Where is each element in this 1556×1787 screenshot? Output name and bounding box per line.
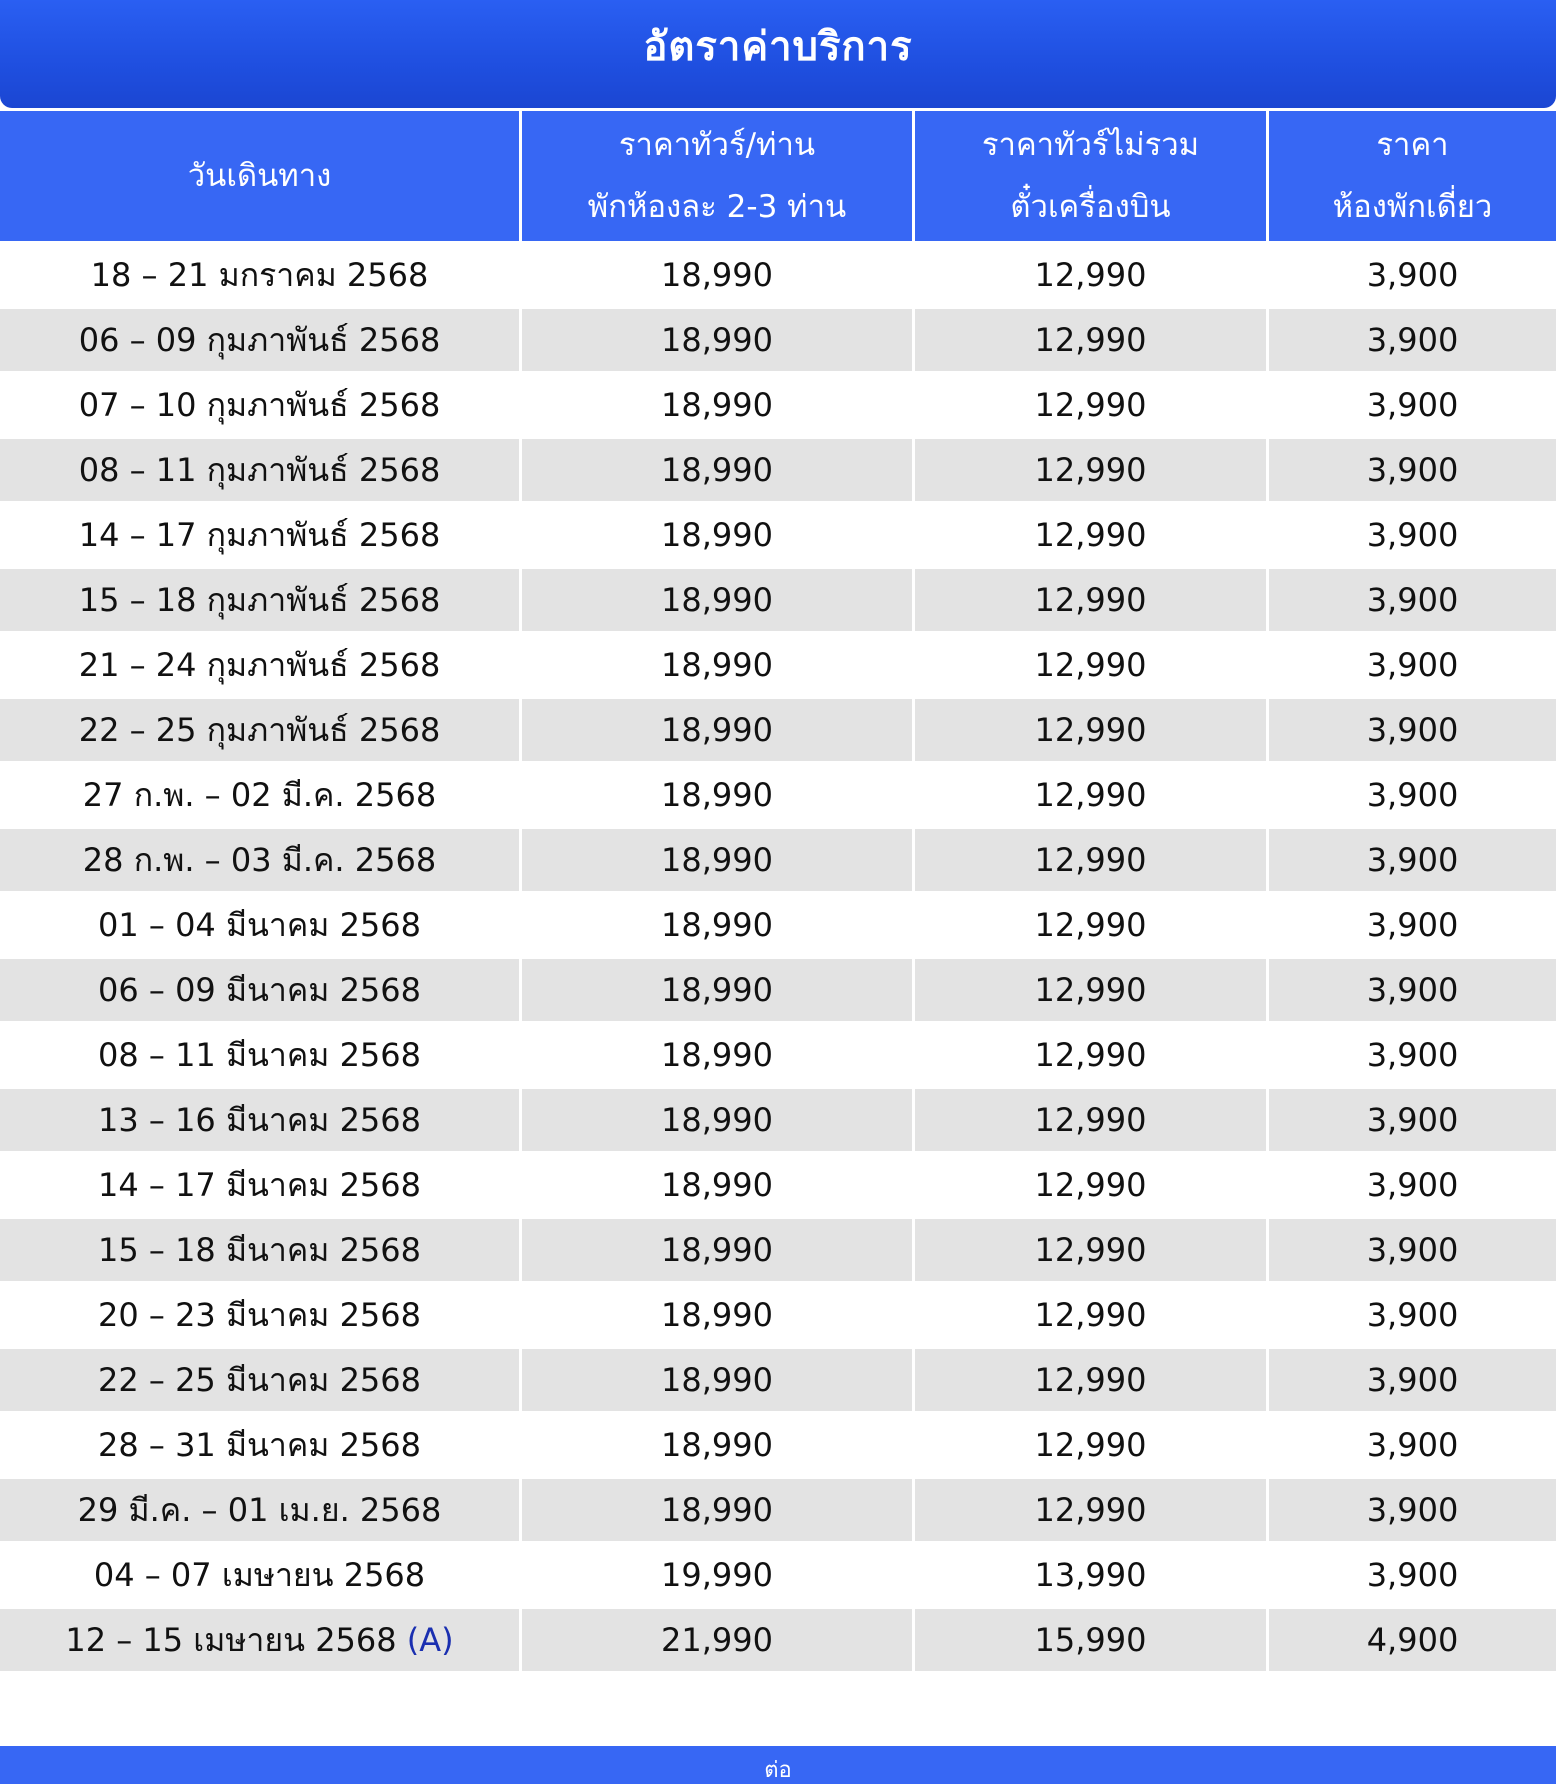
header-travel-date	[0, 111, 522, 241]
travel-date-cell	[0, 1476, 522, 1541]
header-no-flight-line1: ราคาทัวร์ไม่รวม	[981, 127, 1200, 163]
travel-date-cell	[0, 566, 522, 631]
no-flight-price-cell: 12,990	[915, 371, 1269, 436]
table-body	[0, 241, 1556, 1671]
no-flight-price-cell: 12,990	[915, 1216, 1269, 1281]
tour-price-cell: 18,990	[522, 1086, 915, 1151]
tour-price-cell: 21,990	[522, 1606, 915, 1671]
table-row	[0, 436, 1556, 501]
single-room-cell: 3,900	[1269, 1086, 1556, 1151]
single-room-cell: 3,900	[1269, 826, 1556, 891]
travel-date: 28 ก.พ. – 03 มี.ค. 2568	[82, 840, 437, 879]
travel-date: 08 – 11 มีนาคม 2568	[98, 1035, 421, 1074]
single-room-cell: 3,900	[1269, 501, 1556, 566]
travel-date: 27 ก.พ. – 02 มี.ค. 2568	[82, 775, 437, 814]
tour-price-cell: 18,990	[522, 371, 915, 436]
travel-date-cell	[0, 1411, 522, 1476]
travel-date: 21 – 24 กุมภาพันธ์ 2568	[78, 645, 441, 684]
single-room-cell: 3,900	[1269, 1216, 1556, 1281]
travel-date-cell	[0, 1151, 522, 1216]
tour-price-cell: 18,990	[522, 1021, 915, 1086]
table-row	[0, 1541, 1556, 1606]
header-single-line1: ราคา	[1376, 127, 1449, 163]
travel-date: 06 – 09 กุมภาพันธ์ 2568	[78, 320, 441, 359]
table-row	[0, 631, 1556, 696]
no-flight-price-cell: 12,990	[915, 1086, 1269, 1151]
tour-price-cell: 18,990	[522, 1476, 915, 1541]
no-flight-price-cell: 12,990	[915, 1346, 1269, 1411]
tour-price-cell: 18,990	[522, 631, 915, 696]
travel-date: 06 – 09 มีนาคม 2568	[98, 970, 421, 1009]
travel-date: 18 – 21 มกราคม 2568	[90, 255, 429, 294]
table-row	[0, 1216, 1556, 1281]
table-row	[0, 241, 1556, 306]
table-row	[0, 371, 1556, 436]
no-flight-price-cell: 12,990	[915, 501, 1269, 566]
no-flight-price-cell: 12,990	[915, 761, 1269, 826]
header-tour-price	[522, 111, 915, 241]
travel-date-cell	[0, 436, 522, 501]
single-room-cell: 3,900	[1269, 1346, 1556, 1411]
single-room-cell: 3,900	[1269, 1541, 1556, 1606]
header-no-flight-line2: ตั๋วเครื่องบิน	[1010, 189, 1171, 225]
no-flight-price-cell: 12,990	[915, 436, 1269, 501]
table-row	[0, 566, 1556, 631]
no-flight-price-cell: 12,990	[915, 631, 1269, 696]
table-row	[0, 891, 1556, 956]
travel-date-cell	[0, 1541, 522, 1606]
travel-date: 20 – 23 มีนาคม 2568	[98, 1295, 421, 1334]
tour-price-cell: 18,990	[522, 891, 915, 956]
header-single-line2: ห้องพักเดี่ยว	[1332, 189, 1493, 225]
table-row	[0, 1086, 1556, 1151]
travel-date: 04 – 07 เมษายน 2568	[93, 1555, 426, 1594]
travel-date-cell	[0, 1606, 522, 1671]
single-room-cell: 3,900	[1269, 566, 1556, 631]
travel-date-cell	[0, 371, 522, 436]
table-row	[0, 306, 1556, 371]
tour-price-cell: 19,990	[522, 1541, 915, 1606]
no-flight-price-cell: 12,990	[915, 1151, 1269, 1216]
travel-date: 15 – 18 มีนาคม 2568	[98, 1230, 421, 1269]
table-row	[0, 1476, 1556, 1541]
header-no-flight-price	[915, 111, 1269, 241]
travel-date: 22 – 25 มีนาคม 2568	[98, 1360, 421, 1399]
travel-date-cell	[0, 696, 522, 761]
travel-date-cell	[0, 956, 522, 1021]
table-row	[0, 956, 1556, 1021]
no-flight-price-cell: 12,990	[915, 1281, 1269, 1346]
travel-date-cell	[0, 826, 522, 891]
continue-label: ต่อ	[764, 1757, 792, 1783]
header-tour-price-line2: พักห้องละ 2-3 ท่าน	[587, 189, 847, 225]
footer-bar	[0, 1746, 1556, 1784]
travel-date-cell	[0, 501, 522, 566]
travel-date: 13 – 16 มีนาคม 2568	[98, 1100, 421, 1139]
table-row	[0, 1281, 1556, 1346]
travel-date: 12 – 15 เมษายน 2568	[65, 1620, 397, 1659]
no-flight-price-cell: 12,990	[915, 1021, 1269, 1086]
table-row	[0, 1411, 1556, 1476]
table-row	[0, 1346, 1556, 1411]
single-room-cell: 3,900	[1269, 696, 1556, 761]
table-row	[0, 1021, 1556, 1086]
tour-price-cell: 18,990	[522, 306, 915, 371]
no-flight-price-cell: 12,990	[915, 241, 1269, 306]
table-row	[0, 1151, 1556, 1216]
table-row	[0, 501, 1556, 566]
table-row	[0, 826, 1556, 891]
single-room-cell: 4,900	[1269, 1606, 1556, 1671]
single-room-cell: 3,900	[1269, 1151, 1556, 1216]
travel-date-cell	[0, 1021, 522, 1086]
tour-price-cell: 18,990	[522, 826, 915, 891]
price-table	[0, 111, 1556, 1671]
no-flight-price-cell: 12,990	[915, 891, 1269, 956]
single-room-cell: 3,900	[1269, 761, 1556, 826]
tour-price-cell: 18,990	[522, 696, 915, 761]
travel-date: 14 – 17 มีนาคม 2568	[98, 1165, 421, 1204]
header-travel-date-line: วันเดินทาง	[187, 158, 332, 194]
date-note: (A)	[406, 1620, 454, 1659]
travel-date: 22 – 25 กุมภาพันธ์ 2568	[78, 710, 441, 749]
tour-price-cell: 18,990	[522, 1151, 915, 1216]
tour-price-cell: 18,990	[522, 436, 915, 501]
single-room-cell: 3,900	[1269, 631, 1556, 696]
tour-price-cell: 18,990	[522, 1281, 915, 1346]
travel-date-cell	[0, 891, 522, 956]
no-flight-price-cell: 12,990	[915, 1411, 1269, 1476]
no-flight-price-cell: 13,990	[915, 1541, 1269, 1606]
travel-date: 08 – 11 กุมภาพันธ์ 2568	[78, 450, 441, 489]
no-flight-price-cell: 12,990	[915, 1476, 1269, 1541]
tour-price-cell: 18,990	[522, 956, 915, 1021]
tour-price-cell: 18,990	[522, 501, 915, 566]
no-flight-price-cell: 12,990	[915, 306, 1269, 371]
header-row	[0, 111, 1556, 241]
single-room-cell: 3,900	[1269, 306, 1556, 371]
travel-date: 01 – 04 มีนาคม 2568	[98, 905, 421, 944]
no-flight-price-cell: 12,990	[915, 956, 1269, 1021]
single-room-cell: 3,900	[1269, 956, 1556, 1021]
travel-date: 29 มี.ค. – 01 เม.ย. 2568	[77, 1490, 442, 1529]
travel-date: 14 – 17 กุมภาพันธ์ 2568	[78, 515, 441, 554]
no-flight-price-cell: 12,990	[915, 826, 1269, 891]
table-row	[0, 696, 1556, 761]
single-room-cell: 3,900	[1269, 1021, 1556, 1086]
tour-price-cell: 18,990	[522, 1346, 915, 1411]
no-flight-price-cell: 12,990	[915, 696, 1269, 761]
table-row	[0, 1606, 1556, 1671]
page-title: อัตราค่าบริการ	[643, 24, 913, 70]
travel-date-cell	[0, 761, 522, 826]
title-banner	[0, 0, 1556, 108]
tour-price-cell: 18,990	[522, 1216, 915, 1281]
tour-price-cell: 18,990	[522, 1411, 915, 1476]
no-flight-price-cell: 15,990	[915, 1606, 1269, 1671]
table-row	[0, 761, 1556, 826]
single-room-cell: 3,900	[1269, 371, 1556, 436]
single-room-cell: 3,900	[1269, 891, 1556, 956]
tour-price-cell: 18,990	[522, 566, 915, 631]
table-header	[0, 111, 1556, 241]
travel-date-cell	[0, 1216, 522, 1281]
travel-date-cell	[0, 1281, 522, 1346]
travel-date-cell	[0, 306, 522, 371]
tour-price-cell: 18,990	[522, 241, 915, 306]
single-room-cell: 3,900	[1269, 1411, 1556, 1476]
no-flight-price-cell: 12,990	[915, 566, 1269, 631]
single-room-cell: 3,900	[1269, 1281, 1556, 1346]
travel-date: 28 – 31 มีนาคม 2568	[98, 1425, 421, 1464]
travel-date-cell	[0, 1346, 522, 1411]
travel-date-cell	[0, 241, 522, 306]
travel-date: 15 – 18 กุมภาพันธ์ 2568	[78, 580, 441, 619]
single-room-cell: 3,900	[1269, 436, 1556, 501]
travel-date: 07 – 10 กุมภาพันธ์ 2568	[78, 385, 441, 424]
travel-date-cell	[0, 1086, 522, 1151]
tour-price-cell: 18,990	[522, 761, 915, 826]
header-tour-price-line1: ราคาทัวร์/ท่าน	[618, 127, 816, 163]
travel-date-cell	[0, 631, 522, 696]
single-room-cell: 3,900	[1269, 1476, 1556, 1541]
single-room-cell: 3,900	[1269, 241, 1556, 306]
header-single-room	[1269, 111, 1556, 241]
